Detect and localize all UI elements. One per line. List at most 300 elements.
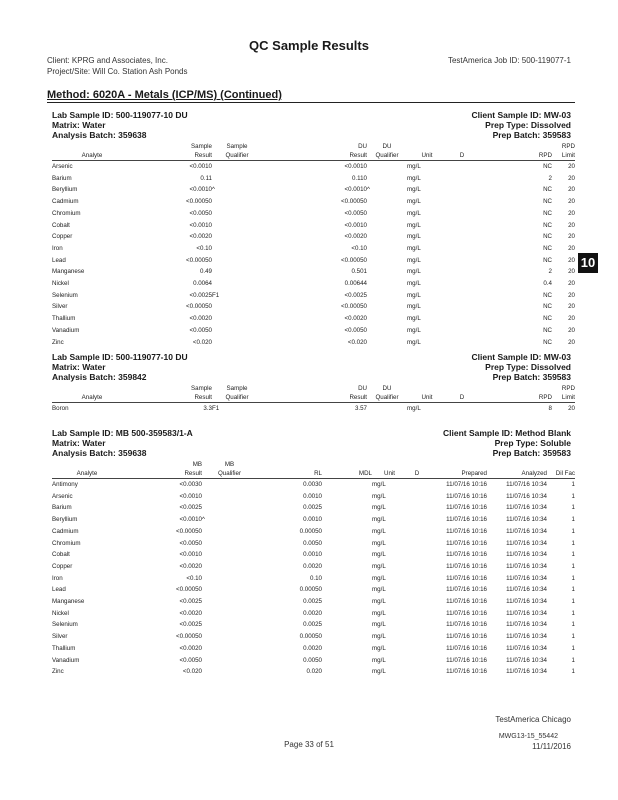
header-row-1 <box>52 385 575 394</box>
section-3-client-info <box>443 428 571 458</box>
table-cell: Thallium <box>52 644 76 652</box>
boron-du-table <box>52 385 575 415</box>
table-cell <box>367 231 407 243</box>
table-cell: <0.0020 <box>344 233 367 241</box>
table-cell: 1 <box>571 586 575 594</box>
table-cell <box>407 573 427 585</box>
table-cell: Barium <box>52 174 72 182</box>
table-row <box>52 266 575 278</box>
table-cell: F1 <box>212 291 220 299</box>
table-cell: mg/L <box>407 326 421 334</box>
table-cell: <0.0050 <box>189 209 212 217</box>
table-cell <box>367 337 407 349</box>
table-cell: mg/L <box>372 539 386 547</box>
table-cell: <0.0010 <box>179 492 202 500</box>
table-cell <box>202 479 257 491</box>
table-cell: mg/L <box>407 209 421 217</box>
client-name: Client: KPRG and Associates, Inc. <box>47 56 168 65</box>
table-cell: <0.0025 <box>344 291 367 299</box>
column-header <box>407 385 447 394</box>
table-cell <box>447 278 477 290</box>
table-cell: 20 <box>568 198 575 206</box>
table-cell: 0.00050 <box>299 586 322 594</box>
table-cell <box>322 479 372 491</box>
table-cell: 11/07/16 10:34 <box>506 586 547 594</box>
table-cell: 11/07/16 10:34 <box>506 598 547 606</box>
table-cell <box>212 266 262 278</box>
table-row <box>52 208 575 220</box>
table-cell <box>367 161 407 173</box>
column-header <box>52 143 132 152</box>
lab-sample-id: Lab Sample ID: 500-119077-10 DU <box>52 110 188 120</box>
table-cell: NC <box>543 256 552 264</box>
table-row <box>52 337 575 349</box>
table-row <box>52 479 575 491</box>
table-cell <box>367 208 407 220</box>
report-date: 11/11/2016 <box>532 742 571 751</box>
table-cell: 0.0010 <box>303 516 322 524</box>
table-cell <box>447 255 477 267</box>
header-row-2 <box>52 394 575 403</box>
table-cell: NC <box>543 326 552 334</box>
column-header: Analyte <box>52 152 132 161</box>
table-cell: Chromium <box>52 539 81 547</box>
table-cell: 11/07/16 10:34 <box>506 656 547 664</box>
table-cell: NC <box>543 209 552 217</box>
table-cell: Lead <box>52 586 66 594</box>
table-cell: <0.00050 <box>341 303 367 311</box>
column-header: Analyte <box>52 470 122 479</box>
table-cell: 11/07/16 10:34 <box>506 504 547 512</box>
table-cell: 20 <box>568 186 575 194</box>
table-cell: <0.0010 <box>189 186 212 194</box>
prep-type: Prep Type: Soluble <box>494 438 571 448</box>
table-cell: 0.0030 <box>303 481 322 488</box>
table-cell <box>367 220 407 232</box>
table-row <box>52 643 575 655</box>
column-header <box>477 385 552 394</box>
table-cell <box>367 290 407 302</box>
method-rule <box>47 102 575 103</box>
table-cell <box>407 584 427 596</box>
table-cell: Zinc <box>52 668 64 676</box>
table-cell: Arsenic <box>52 163 73 170</box>
table-cell <box>447 313 477 325</box>
table-row <box>52 301 575 313</box>
table-cell <box>202 596 257 608</box>
table-cell: mg/L <box>407 291 421 299</box>
table-cell <box>322 596 372 608</box>
table-cell: 20 <box>568 244 575 252</box>
column-header: RPD <box>561 385 575 392</box>
table-cell <box>447 184 477 196</box>
table-cell: 0.110 <box>351 174 367 182</box>
table-cell <box>407 526 427 538</box>
table-cell: mg/L <box>407 405 421 412</box>
table-cell: NC <box>543 198 552 206</box>
table-cell: <0.0010 <box>179 551 202 559</box>
table-cell <box>322 655 372 667</box>
header-row-1 <box>52 143 575 152</box>
table-cell: Copper <box>52 233 73 241</box>
table-cell: 0.0020 <box>303 562 322 570</box>
table-cell: Vanadium <box>52 656 80 664</box>
table-cell: Cobalt <box>52 551 70 559</box>
column-header <box>427 461 487 470</box>
table-cell: 20 <box>568 174 575 182</box>
table-cell <box>202 549 257 561</box>
table-cell: mg/L <box>407 303 421 311</box>
table-cell <box>212 196 262 208</box>
table-cell: <0.00050 <box>186 256 212 264</box>
table-cell: mg/L <box>372 644 386 652</box>
column-header: MDL <box>322 470 372 479</box>
table-cell: <0.0010 <box>344 186 367 194</box>
table-cell: 1 <box>571 668 575 676</box>
table-cell: 20 <box>568 163 575 170</box>
document-id: MWG13-15_55442 <box>498 733 558 740</box>
table-cell: 11/07/16 10:34 <box>506 668 547 676</box>
column-header: Unit <box>407 152 447 161</box>
table-cell: mg/L <box>372 492 386 500</box>
lab-sample-id: Lab Sample ID: 500-119077-10 DU <box>52 352 188 362</box>
table-cell: 0.11 <box>200 174 212 182</box>
table-row <box>52 313 575 325</box>
table-cell: NC <box>543 163 552 170</box>
table-cell: 0.0050 <box>303 656 322 664</box>
table-cell: NC <box>543 338 552 346</box>
table-cell <box>322 619 372 631</box>
table-cell <box>212 278 262 290</box>
table-cell <box>447 243 477 255</box>
table-cell: mg/L <box>372 516 386 524</box>
table-cell: <0.0050 <box>179 656 202 664</box>
table-cell: <0.020 <box>192 338 212 346</box>
column-header: Sample <box>191 143 212 150</box>
table-cell: <0.00050 <box>341 198 367 206</box>
table-cell: <0.0025 <box>179 598 202 606</box>
column-header: Analyte <box>52 394 132 403</box>
table-cell: 0.00050 <box>299 633 322 641</box>
method-heading: Method: 6020A - Metals (ICP/MS) (Continued) <box>47 89 282 101</box>
table-cell: 0.00644 <box>344 280 367 288</box>
table-cell: 11/07/16 10:16 <box>446 644 487 652</box>
table-cell <box>322 643 372 655</box>
table-cell: F1 <box>212 405 220 412</box>
table-cell: <0.0010 <box>179 516 202 524</box>
table-cell: 11/07/16 10:16 <box>446 504 487 512</box>
table-cell: <0.0020 <box>344 315 367 323</box>
table-cell: 20 <box>568 221 575 229</box>
table-cell: <0.0050 <box>344 209 367 217</box>
column-header <box>477 143 552 152</box>
table-cell <box>202 608 257 620</box>
column-header: DU <box>382 385 392 392</box>
column-header: MB <box>192 461 202 468</box>
table-cell <box>367 255 407 267</box>
column-header: Result <box>132 394 212 403</box>
table-row <box>52 255 575 267</box>
job-id: TestAmerica Job ID: 500-119077-1 <box>447 56 571 65</box>
column-header: RPD <box>477 394 552 403</box>
project-site: Project/Site: Will Co. Station Ash Ponds <box>47 67 188 76</box>
table-cell <box>202 526 257 538</box>
section-3-info <box>52 428 193 458</box>
table-cell <box>407 619 427 631</box>
table-cell: 11/07/16 10:16 <box>446 609 487 617</box>
table-cell <box>202 643 257 655</box>
client-sample-id: Client Sample ID: MW-03 <box>471 352 571 362</box>
table-cell: mg/L <box>372 621 386 629</box>
column-header: Qualifier <box>212 152 262 161</box>
table-cell: <0.0020 <box>189 233 212 241</box>
lab-name: TestAmerica Chicago <box>495 715 571 724</box>
header-row-1 <box>52 461 575 470</box>
page-number: Page 33 of 51 <box>284 740 334 749</box>
table-cell <box>447 301 477 313</box>
section-2-client-info <box>472 352 571 382</box>
table-cell: 1 <box>571 598 575 606</box>
table-cell: mg/L <box>372 633 386 641</box>
table-row <box>52 491 575 503</box>
table-cell: 1 <box>571 562 575 570</box>
table-row <box>52 403 575 415</box>
table-row <box>52 161 575 173</box>
table-cell: 20 <box>568 280 575 288</box>
table-cell <box>212 243 262 255</box>
table-cell: Nickel <box>52 609 69 617</box>
table-cell: <0.0030 <box>179 481 202 488</box>
column-header: Unit <box>372 470 407 479</box>
table-cell <box>212 173 262 185</box>
table-cell <box>322 526 372 538</box>
table-cell: <0.0050 <box>189 326 212 334</box>
table-cell: <0.0025 <box>179 504 202 512</box>
matrix: Matrix: Water <box>52 362 106 372</box>
table-cell: mg/L <box>407 163 421 170</box>
table-cell: <0.0020 <box>179 609 202 617</box>
table-cell <box>202 631 257 643</box>
analysis-batch: Analysis Batch: 359638 <box>52 448 147 458</box>
prep-batch: Prep Batch: 359583 <box>492 130 571 140</box>
table-cell: NC <box>543 303 552 311</box>
table-cell: mg/L <box>372 562 386 570</box>
matrix: Matrix: Water <box>52 438 106 448</box>
table-cell: 11/07/16 10:16 <box>446 562 487 570</box>
column-header: Prepared <box>427 470 487 479</box>
table-row <box>52 514 575 526</box>
table-cell: 1 <box>571 551 575 559</box>
table-cell <box>367 325 407 337</box>
table-cell <box>447 173 477 185</box>
table-cell: Antimony <box>52 481 78 488</box>
table-cell: Manganese <box>52 268 85 276</box>
table-cell: Nickel <box>52 280 69 288</box>
table-cell <box>367 301 407 313</box>
table-cell <box>447 208 477 220</box>
table-cell: 11/07/16 10:16 <box>446 633 487 641</box>
table-cell <box>202 573 257 585</box>
table-row <box>52 608 575 620</box>
table-cell <box>407 643 427 655</box>
table-cell <box>407 596 427 608</box>
table-cell <box>202 619 257 631</box>
table-cell <box>407 479 427 491</box>
column-header <box>447 143 477 152</box>
column-header: Analyzed <box>487 470 547 479</box>
table-row <box>52 231 575 243</box>
table-cell: Vanadium <box>52 326 80 334</box>
section-1-client-info <box>472 110 571 140</box>
table-cell <box>407 549 427 561</box>
table-cell <box>322 561 372 573</box>
table-cell <box>367 173 407 185</box>
table-cell: Manganese <box>52 598 85 606</box>
table-cell: 11/07/16 10:34 <box>506 633 547 641</box>
table-cell <box>367 313 407 325</box>
table-cell: 0.0020 <box>303 644 322 652</box>
column-header: Limit <box>552 394 575 403</box>
column-header: D <box>447 394 477 403</box>
column-header: MB <box>224 461 235 468</box>
table-row <box>52 290 575 302</box>
table-cell: NC <box>543 233 552 241</box>
table-cell: <0.020 <box>347 338 367 346</box>
column-header <box>447 385 477 394</box>
table-row <box>52 526 575 538</box>
table-cell: 20 <box>568 315 575 323</box>
table-cell <box>212 325 262 337</box>
table-cell: ^ <box>202 516 205 524</box>
lab-sample-id: Lab Sample ID: MB 500-359583/1-A <box>52 428 193 438</box>
column-header: Qualifier <box>367 152 407 161</box>
table-cell: mg/L <box>372 668 386 676</box>
table-cell: 11/07/16 10:34 <box>506 481 547 488</box>
prep-type: Prep Type: Dissolved <box>485 362 571 372</box>
prep-type: Prep Type: Dissolved <box>485 120 571 130</box>
table-cell: 11/07/16 10:16 <box>446 586 487 594</box>
table-cell <box>407 491 427 503</box>
table-cell: <0.0010 <box>344 221 367 229</box>
column-header: Sample <box>226 143 248 150</box>
table-cell: 20 <box>568 405 575 412</box>
table-row <box>52 584 575 596</box>
table-cell: 1 <box>571 644 575 652</box>
page-title: QC Sample Results <box>249 38 369 53</box>
table-cell: 11/07/16 10:16 <box>446 492 487 500</box>
table-cell: ^ <box>367 186 370 194</box>
column-header: Dil Fac <box>547 470 575 479</box>
column-header: Result <box>122 470 202 479</box>
table-cell <box>322 584 372 596</box>
table-cell <box>447 403 477 415</box>
table-cell: 20 <box>568 233 575 241</box>
table-row <box>52 278 575 290</box>
table-cell <box>212 301 262 313</box>
table-cell <box>447 337 477 349</box>
column-header: Result <box>132 152 212 161</box>
table-cell: Beryllium <box>52 186 78 194</box>
table-cell: 0.0025 <box>303 598 322 606</box>
table-cell <box>202 655 257 667</box>
table-cell <box>202 666 257 678</box>
table-cell <box>322 538 372 550</box>
table-cell: mg/L <box>372 609 386 617</box>
table-cell: 11/07/16 10:34 <box>506 539 547 547</box>
table-row <box>52 196 575 208</box>
table-cell: mg/L <box>407 268 421 276</box>
table-cell: 11/07/16 10:16 <box>446 621 487 629</box>
table-cell: <0.00050 <box>176 527 202 535</box>
table-cell: mg/L <box>372 504 386 512</box>
table-row <box>52 596 575 608</box>
table-cell: NC <box>543 221 552 229</box>
table-cell: mg/L <box>372 574 386 582</box>
table-cell: Barium <box>52 504 72 512</box>
column-header <box>407 461 427 470</box>
table-row <box>52 561 575 573</box>
table-cell: mg/L <box>407 338 421 346</box>
table-cell: Copper <box>52 562 73 570</box>
table-cell: 1 <box>571 539 575 547</box>
table-row <box>52 619 575 631</box>
header-row-2 <box>52 152 575 161</box>
column-header: RPD <box>477 152 552 161</box>
table-cell: Thallium <box>52 315 76 323</box>
column-header: DU <box>358 385 367 392</box>
table-cell: mg/L <box>372 598 386 606</box>
column-header: Sample <box>191 385 212 392</box>
column-header <box>407 143 447 152</box>
table-cell <box>367 403 407 415</box>
client-sample-id: Client Sample ID: MW-03 <box>471 110 571 120</box>
table-cell: Arsenic <box>52 492 73 500</box>
table-cell: Iron <box>52 244 63 252</box>
table-cell: 11/07/16 10:34 <box>506 609 547 617</box>
table-cell: 2 <box>548 268 552 276</box>
section-1-info <box>52 110 188 140</box>
table-cell: 20 <box>568 338 575 346</box>
table-cell <box>212 337 262 349</box>
table-cell <box>322 491 372 503</box>
table-cell <box>447 266 477 278</box>
table-cell: 8 <box>548 405 552 412</box>
table-cell <box>447 231 477 243</box>
table-cell <box>212 313 262 325</box>
column-header <box>487 461 547 470</box>
table-cell <box>322 549 372 561</box>
table-row <box>52 655 575 667</box>
table-cell: 11/07/16 10:34 <box>506 527 547 535</box>
table-cell: 20 <box>568 326 575 334</box>
table-cell: Boron <box>52 405 69 412</box>
column-header <box>547 461 575 470</box>
table-cell <box>202 538 257 550</box>
table-cell: Chromium <box>52 209 81 217</box>
table-cell <box>322 502 372 514</box>
table-cell: Iron <box>52 574 63 582</box>
table-cell: <0.0010 <box>344 163 367 170</box>
column-header: RL <box>257 470 322 479</box>
table-row <box>52 184 575 196</box>
table-cell: 1 <box>571 656 575 664</box>
table-row <box>52 631 575 643</box>
column-header <box>257 461 322 470</box>
table-cell: mg/L <box>407 174 421 182</box>
table-cell: mg/L <box>407 256 421 264</box>
table-cell: 0.501 <box>351 268 367 276</box>
table-cell: 3.3 <box>203 405 212 412</box>
